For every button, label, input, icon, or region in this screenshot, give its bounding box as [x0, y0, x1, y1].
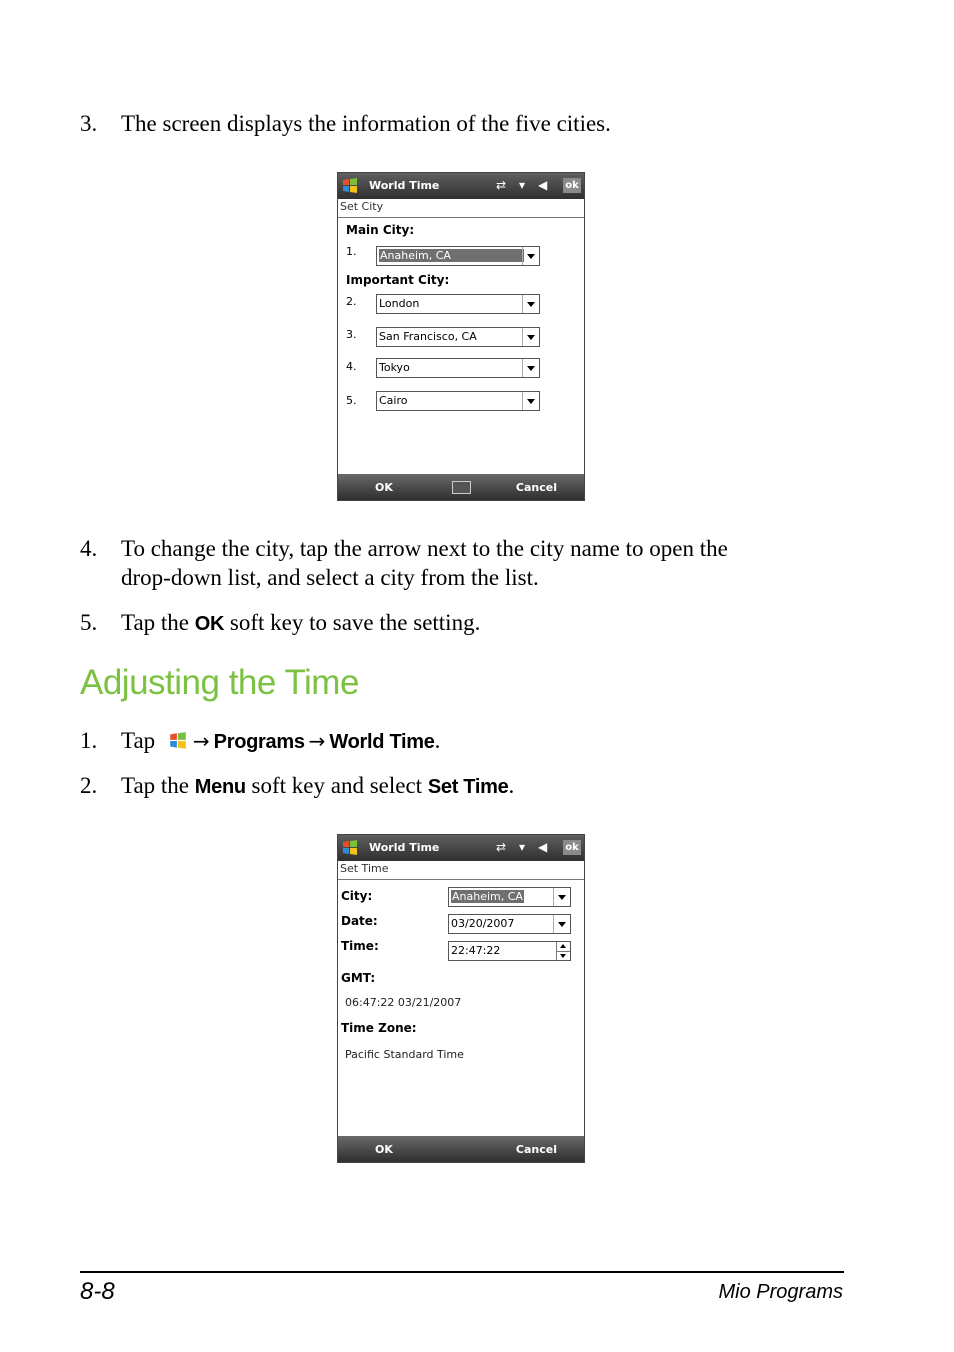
decrement-icon[interactable] [557, 951, 570, 961]
time-input[interactable] [448, 941, 571, 961]
step-text [121, 726, 440, 757]
step-text [121, 608, 480, 639]
city-dropdown-5[interactable] [376, 391, 540, 411]
set-time-keyword: Set Time [427, 776, 509, 798]
windows-start-icon[interactable] [341, 839, 359, 857]
windows-start-icon[interactable] [341, 177, 359, 195]
time-stepper[interactable] [556, 942, 570, 960]
chevron-down-icon[interactable] [522, 359, 539, 377]
signal-icon[interactable]: ▾ [519, 178, 526, 192]
form-body [338, 218, 584, 472]
screen-subtitle: Set Time [338, 861, 584, 880]
footer-rule [80, 1271, 844, 1273]
main-city-label: Main City: [346, 223, 415, 237]
arrow-right-icon: → [192, 729, 210, 753]
city-dropdown[interactable] [448, 887, 571, 907]
city-index: 1. [346, 245, 357, 258]
app-title: World Time [369, 841, 440, 854]
signal-icon[interactable]: ▾ [519, 840, 526, 854]
screen-subtitle: Set City [338, 199, 584, 218]
text-segment: Tap the [121, 610, 195, 635]
step-number: 3. [80, 111, 98, 136]
time-value: 22:47:22 [451, 944, 501, 957]
volume-icon[interactable]: ◀ [538, 840, 548, 854]
city-index: 2. [346, 295, 357, 308]
step-text: The screen displays the information of the five cities. [121, 111, 611, 136]
date-picker[interactable] [448, 914, 571, 934]
page-number: 8-8 [80, 1278, 115, 1305]
ok-button[interactable]: ok [563, 178, 581, 193]
text-segment: Tap [121, 728, 161, 753]
step-text-line-1: To change the city, tap the arrow next to the city name to open the [121, 536, 728, 561]
arrow-right-icon: → [308, 729, 326, 753]
cancel-soft-key[interactable]: Cancel [515, 1143, 557, 1156]
time-label: Time: [341, 939, 379, 953]
chevron-down-icon[interactable] [553, 915, 570, 933]
city-value: Cairo [379, 394, 408, 407]
chevron-down-icon[interactable] [553, 888, 570, 906]
windows-start-icon [167, 731, 189, 751]
world-time-keyword: World Time [329, 731, 435, 753]
city-dropdown-4[interactable] [376, 358, 540, 378]
title-bar [338, 173, 584, 199]
date-label: Date: [341, 914, 378, 928]
ok-soft-key[interactable]: OK [375, 1143, 393, 1156]
city-index: 3. [346, 328, 357, 341]
city-index: 5. [346, 394, 357, 407]
programs-keyword: Programs [213, 731, 305, 753]
connectivity-icon[interactable]: ⇄ [496, 178, 507, 192]
keyboard-icon[interactable] [452, 481, 471, 494]
title-bar [338, 835, 584, 861]
city-value: Tokyo [379, 361, 410, 374]
city-value: Anaheim, CA [379, 249, 524, 262]
step-number: 2. [80, 773, 98, 798]
city-value: San Francisco, CA [379, 330, 477, 343]
section-heading: Adjusting the Time [80, 663, 359, 702]
city-value: London [379, 297, 420, 310]
step-text-line-2: drop-down list, and select a city from the list. [121, 565, 539, 590]
text-segment: soft key and select [245, 773, 428, 798]
text-segment: Tap the [121, 773, 195, 798]
time-zone-value: Pacific Standard Time [345, 1048, 464, 1061]
step-number: 4. [80, 536, 98, 561]
app-title: World Time [369, 179, 440, 192]
chevron-down-icon[interactable] [522, 295, 539, 313]
menu-keyword: Menu [194, 776, 246, 798]
text-segment: . [508, 773, 515, 798]
section-name: Mio Programs [718, 1281, 843, 1303]
city-label: City: [341, 889, 373, 903]
city-dropdown-2[interactable] [376, 294, 540, 314]
city-dropdown-1[interactable] [376, 246, 540, 266]
step-number: 1. [80, 728, 98, 753]
form-body [338, 880, 584, 1134]
date-value: 03/20/2007 [451, 917, 515, 930]
gmt-value: 06:47:22 03/21/2007 [345, 996, 462, 1009]
chevron-down-icon[interactable] [522, 392, 539, 410]
important-city-label: Important City: [346, 273, 450, 287]
volume-icon[interactable]: ◀ [538, 178, 548, 192]
connectivity-icon[interactable]: ⇄ [496, 840, 507, 854]
city-index: 4. [346, 360, 357, 373]
gmt-label: GMT: [341, 971, 376, 985]
cancel-soft-key[interactable]: Cancel [515, 481, 557, 494]
city-dropdown-3[interactable] [376, 327, 540, 347]
soft-key-bar [338, 474, 584, 500]
step-text [121, 771, 514, 802]
set-time-screenshot [337, 834, 585, 1163]
chevron-down-icon[interactable] [522, 328, 539, 346]
increment-icon[interactable] [557, 942, 570, 951]
set-city-screenshot [337, 172, 585, 501]
chevron-down-icon[interactable] [522, 247, 539, 265]
ok-soft-key[interactable]: OK [375, 481, 393, 494]
text-segment: soft key to save the setting. [224, 610, 481, 635]
soft-key-bar [338, 1136, 584, 1162]
ok-button[interactable]: ok [563, 840, 581, 855]
ok-keyword: OK [194, 613, 225, 635]
city-value: Anaheim, CA [452, 890, 523, 903]
step-number: 5. [80, 610, 98, 635]
time-zone-label: Time Zone: [341, 1021, 417, 1035]
text-segment: . [434, 728, 441, 753]
